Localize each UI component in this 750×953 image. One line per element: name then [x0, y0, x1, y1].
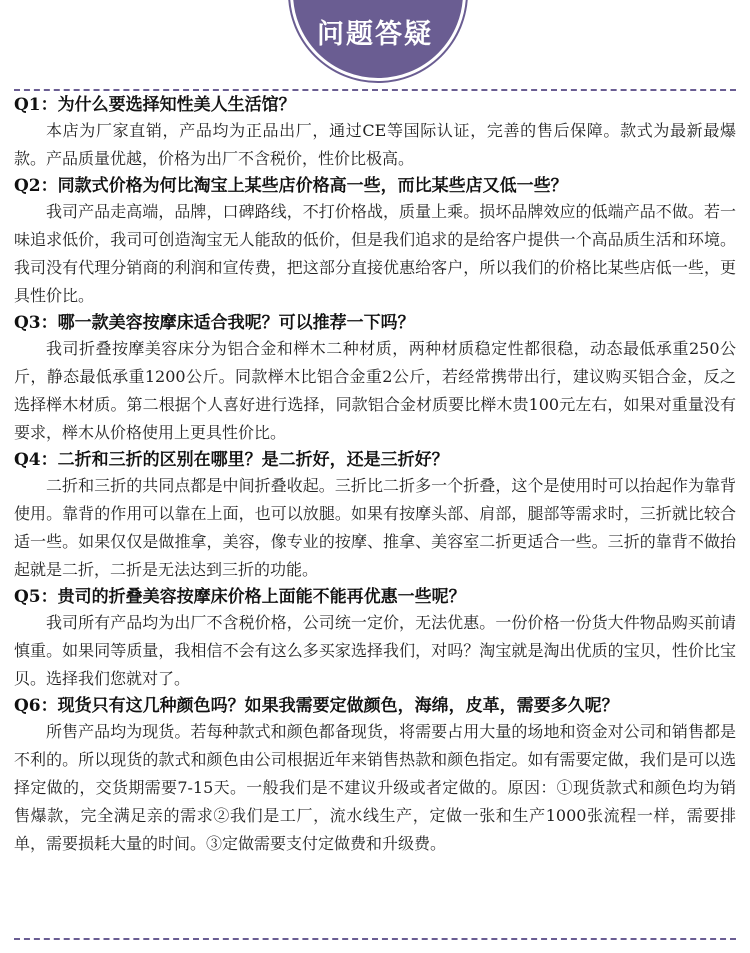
faq-item-6	[14, 694, 736, 858]
faq-question: Q1：为什么要选择知性美人生活馆？	[14, 95, 296, 115]
faq-question: Q3：哪一款美容按摩床适合我呢？可以推荐一下吗？	[14, 313, 415, 333]
faq-item-5	[14, 585, 736, 693]
faq-list	[14, 93, 736, 859]
top-divider	[14, 89, 736, 91]
faq-question: Q5：贵司的折叠美容按摩床价格上面能不能再优惠一些呢？	[14, 587, 466, 607]
faq-answer: 二折和三折的共同点都是中间折叠收起。三折比二折多一个折叠，这个是使用时可以抬起作为靠背使用。靠背的作用可以靠在上面，也可以放腿。如果有按摩头部、肩部，腿部等需求时，三折就比较合适一些。如果仅仅是做推拿，美容，像专业的按摩、推拿、美容室二折更适合一些。三折的靠背不做抬起就是二折，二折是无法达到三折的功能。	[14, 476, 736, 579]
faq-answer: 所售产品均为现货。若每种款式和颜色都备现货，将需要占用大量的场地和资金对公司和销售都是不利的。所以现货的款式和颜色由公司根据近年来销售热款和颜色指定。如有需要定做，我们是可以选择定做的，交货期需要7-15天。一般我们是不建议升级或者定做的。原因：①现货款式和颜色均为销售爆款，完全满足亲的需求②我们是工厂，流水线生产，定做一张和生产1000张流程一样，需要排单，需要损耗大量的时间。③定做需要支付定做费和升级费。	[14, 722, 736, 853]
faq-answer: 我司所有产品均为出厂不含税价格，公司统一定价，无法优惠。一份价格一份货大件物品购买前请慎重。如果同等质量，我相信不会有这么多买家选择我们，对吗？淘宝就是淘出优质的宝贝，性价比宝贝。选择我们您就对了。	[14, 613, 736, 688]
faq-item-2	[14, 174, 736, 310]
faq-answer: 我司产品走高端，品牌，口碑路线，不打价格战，质量上乘。损坏品牌效应的低端产品不做。若一味追求低价，我司可创造淘宝无人能敌的低价，但是我们追求的是给客户提供一个高品质生活和环境。我司没有代理分销商的利润和宣传费，把这部分直接优惠给客户，所以我们的价格比某些店低一些，更具性价比。	[14, 202, 736, 305]
faq-item-4	[14, 448, 736, 584]
faq-question: Q2：同款式价格为何比淘宝上某些店价格高一些，而比某些店又低一些？	[14, 176, 568, 196]
page-title: 问题答疑	[317, 19, 433, 50]
faq-question: Q4：二折和三折的区别在哪里？是二折好，还是三折好？	[14, 450, 449, 470]
bottom-divider	[14, 938, 736, 940]
faq-question: Q6：现货只有这几种颜色吗？如果我需要定做颜色，海绵，皮革，需要多久呢？	[14, 696, 619, 716]
faq-item-1	[14, 93, 736, 173]
faq-answer: 本店为厂家直销，产品均为正品出厂，通过CE等国际认证，完善的售后保障。款式为最新最爆款。产品质量优越，价格为出厂不含税价，性价比极高。	[14, 121, 736, 168]
faq-answer: 我司折叠按摩美容床分为铝合金和榉木二种材质，两种材质稳定性都很稳，动态最低承重250公斤，静态最低承重1200公斤。同款榉木比铝合金重2公斤，若经常携带出行，建议购买铝合金，反之选择榉木材质。第二根据个人喜好进行选择，同款铝合金材质要比榉木贵100元左右，如果对重量没有要求，榉木从价格使用上更具性价比。	[14, 339, 736, 442]
faq-item-3	[14, 311, 736, 447]
